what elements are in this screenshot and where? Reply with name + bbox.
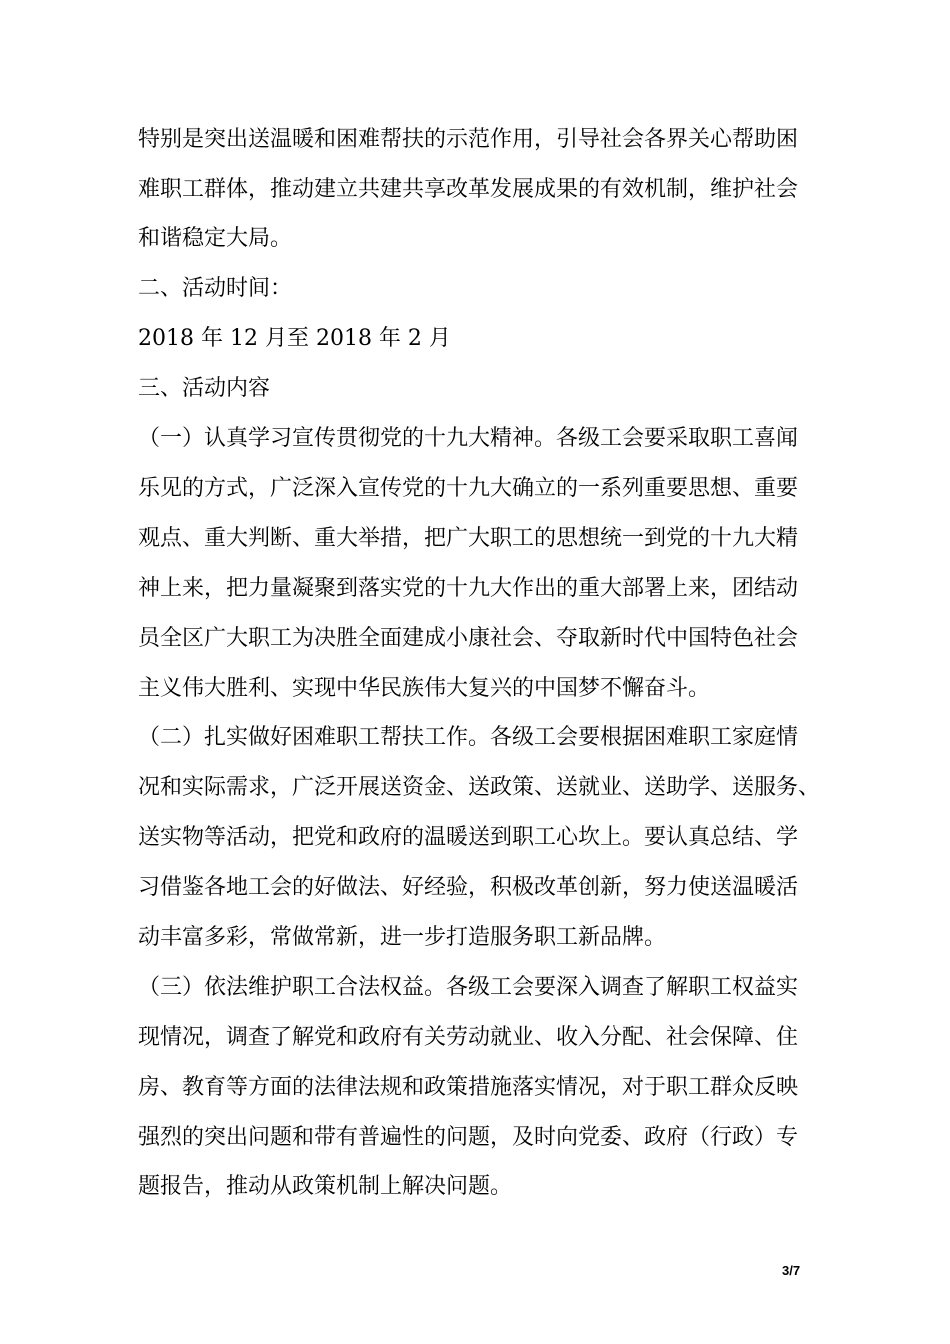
text-line: 动丰富多彩，常做常新，进一步打造服务职工新品牌。	[138, 925, 667, 950]
section-heading: 三、活动内容	[138, 376, 271, 401]
text-line: （一）认真学习宣传贯彻党的十九大精神。各级工会要采取职工喜闻	[138, 426, 799, 451]
text-line: （三）依法维护职工合法权益。各级工会要深入调查了解职工权益实	[138, 975, 799, 1000]
section-heading: 二、活动时间：	[138, 276, 293, 301]
text-line: 乐见的方式，广泛深入宣传党的十九大确立的一系列重要思想、重要	[138, 476, 799, 501]
text-line: 习借鉴各地工会的好做法、好经验，积极改革创新，努力使送温暖活	[138, 875, 799, 900]
text-line: 特别是突出送温暖和困难帮扶的示范作用，引导社会各界关心帮助困	[138, 127, 799, 152]
text-line: 强烈的突出问题和带有普遍性的问题，及时向党委、政府（行政）专	[138, 1125, 799, 1150]
text-line: 况和实际需求，广泛开展送资金、送政策、送就业、送助学、送服务、	[138, 775, 821, 800]
text-line: 员全区广大职工为决胜全面建成小康社会、夺取新时代中国特色社会	[138, 626, 799, 651]
text-line: 题报告，推动从政策机制上解决问题。	[138, 1174, 513, 1199]
text-line: 难职工群体，推动建立共建共享改革发展成果的有效机制，维护社会	[138, 177, 799, 202]
page-number: 3/7	[782, 1263, 801, 1278]
text-line: 观点、重大判断、重大举措，把广大职工的思想统一到党的十九大精	[138, 526, 799, 551]
text-line: 现情况，调查了解党和政府有关劳动就业、收入分配、社会保障、住	[138, 1025, 799, 1050]
text-line: 送实物等活动，把党和政府的温暖送到职工心坎上。要认真总结、学	[138, 825, 799, 850]
text-line: 和谐稳定大局。	[138, 226, 293, 251]
text-line: 2018 年 12 月至 2018 年 2 月	[138, 326, 451, 351]
text-line: 主义伟大胜利、实现中华民族伟大复兴的中国梦不懈奋斗。	[138, 676, 711, 701]
text-line: 房、教育等方面的法律法规和政策措施落实情况，对于职工群众反映	[138, 1075, 799, 1100]
text-line: （二）扎实做好困难职工帮扶工作。各级工会要根据困难职工家庭情	[138, 725, 799, 750]
text-line: 神上来，把力量凝聚到落实党的十九大作出的重大部署上来，团结动	[138, 576, 799, 601]
